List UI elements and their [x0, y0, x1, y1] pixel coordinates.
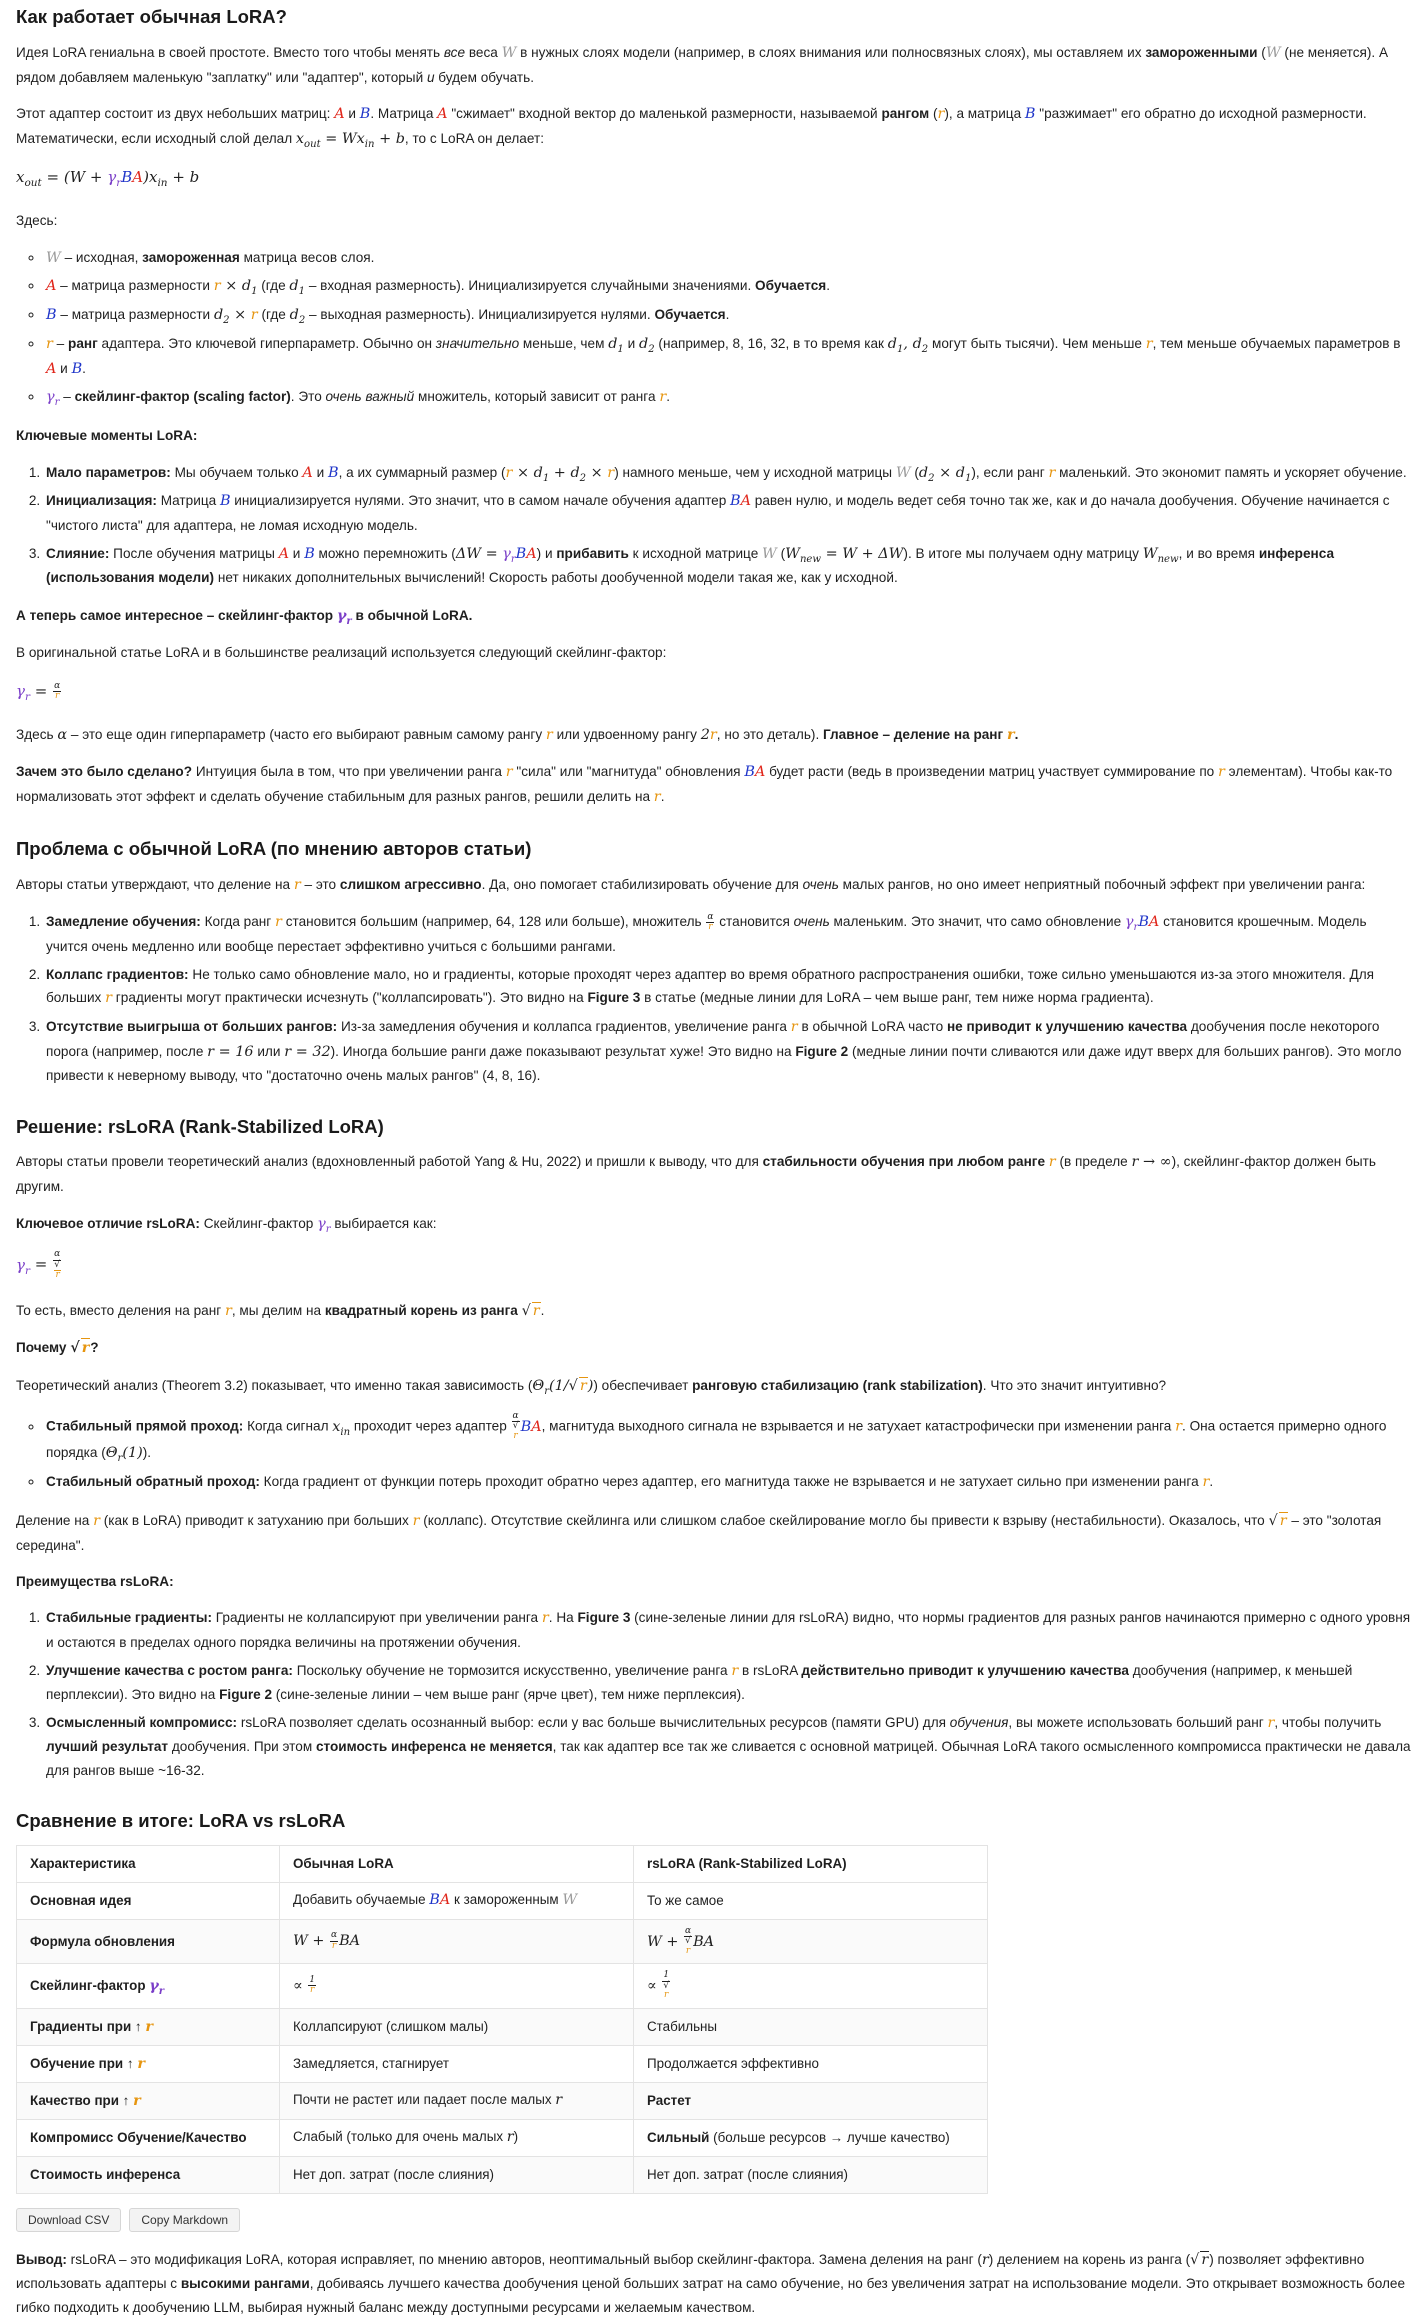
section-title-comparison: Сравнение в итоге: LoRA vs rsLoRA [16, 1810, 346, 1832]
table-cell: Формула обновления [17, 1919, 280, 1963]
advantages-heading: Преимущества rsLoRA: [16, 1573, 174, 1589]
table-row [17, 2082, 988, 2119]
key-points-list [16, 461, 1411, 590]
list-item: ◦ Стабильный обратный проход: Когда градиент от функции потерь проходит обратно через адаптер, его магнитуда также не взрывается и не затухает сильно при изменении ранга r. [44, 1470, 1411, 1495]
table-row [17, 2008, 988, 2045]
copy-markdown-button[interactable]: Copy Markdown [129, 2208, 240, 2232]
paragraph-problem: Авторы статьи утверждают, что деление на r – это слишком агрессивно. Да, оно помогает стабилизировать обучение для очень малых рангов, но оно имеет неприятный побочный эффект при увеличении ранга: [16, 876, 1366, 893]
paragraph-sqrt: То есть, вместо деления на ранг r, мы делим на квадратный корень из ранга √ r. [16, 1302, 545, 1319]
table-cell: Скейлинг-фактор $\gamma_r$ [17, 1964, 280, 2008]
paragraph-original: В оригинальной статье LoRA и в большинстве реализаций используется следующий скейлинг-фактор: [16, 645, 667, 661]
table-cell: Стоимость инференса [17, 2156, 280, 2193]
table-cell: Нет доп. затрат (после слияния) [634, 2156, 988, 2193]
paragraph-alpha: Здесь α – это еще один гиперпараметр (часто его выбирают равным самому рангу r или удвоенному рангу 2r, но это деталь). Главное – деление на ранг r. [16, 725, 1019, 743]
table-cell: Основная идея [17, 1882, 280, 1919]
table-cell: ∝ 1 √ r [634, 1964, 988, 2008]
list-item: 3. Слияние: После обучения матрицы A и B можно перемножить $(\Delta W = \gamma_rBA)$ и прибавить к исходной матрице W $(W_{new} = W + \Delta W)$. В итоге мы получаем одну матрицу $W_{new}$, и во время инференса (использования модели) нет никаких дополнительных вычислений! Скорость работы дообученной модели такая же, как у исходной. [44, 542, 1411, 590]
list-item: ◦ B – матрица размерности $d_2 \times r$ (где $d_2$ – выходная размерность). Инициализируется нулями. Обучается. [44, 303, 1411, 328]
variables-list [16, 246, 1411, 411]
list-item: ◦ A – матрица размерности $r \times d_1$ (где $d_1$ – входная размерность). Инициализируется случайными значениями. Обучается. [44, 274, 1411, 299]
download-csv-button[interactable]: Download CSV [16, 2208, 121, 2232]
comparison-table [16, 1845, 988, 2194]
table-cell: W + $\frac{\alpha}{r}$ BA [280, 1919, 634, 1963]
key-points-heading: Ключевые моменты LoRA: [16, 428, 198, 444]
paragraph-theorem: Теоретический анализ (Theorem 3.2) показывает, что именно такая зависимость ($\Theta_r(1/√$ r)) обеспечивает ранговую стабилизацию (rank stabilization). Что это значит интуитивно? [16, 1378, 1167, 1398]
table-cell: То же самое [634, 1882, 988, 1919]
why-sqrt-heading: Почему √ r? [16, 1339, 99, 1357]
table-row [17, 1919, 988, 1963]
paragraph-solution: Авторы статьи провели теоретический анализ (вдохновленный работой Yang & Hu, 2022) и пришли к выводу, что для стабильности обучения при любом ранге r (в пределе r → ∞), скейлинг-фактор должен быть другим. [16, 1154, 1376, 1195]
table-row [17, 2119, 988, 2156]
table-cell: Обучение при ↑ r [17, 2045, 280, 2082]
table-row [17, 1964, 988, 2008]
paragraph-golden-middle: Деление на r (как в LoRA) приводит к затуханию при больших r (коллапс). Отсутствие скейлинга или слишком слабое скейлирование могло бы привести к взрыву (нестабильности). Оказалось, что √ r – это "золотая середина". [16, 1512, 1382, 1553]
table-header-row [17, 1845, 988, 1882]
table-row [17, 2156, 988, 2193]
table-cell: Добавить обучаемые BA к замороженным W [280, 1882, 634, 1919]
section-title-solution: Решение: rsLoRA (Rank-Stabilized LoRA) [16, 1115, 384, 1137]
gamma-lora-formula: $\gamma_r$ = $\frac{\alpha}{r}$ [16, 680, 61, 703]
paragraph-why: Зачем это было сделано? Интуиция была в том, что при увеличении ранга r "сила" или "магнитуда" обновления BA будет расти (ведь в произведении матриц участвует суммирование по r элементам). Чтобы как-то нормализовать этот эффект и сделать обучение стабильным для разных рангов, решили делить на r. [16, 764, 1393, 806]
table-cell: Продолжается эффективно [634, 2045, 988, 2082]
table-cell: Сильный (больше ресурсов → лучше качество) [634, 2119, 988, 2156]
list-item: 2. Инициализация: Матрица B инициализируется нулями. Это значит, что в самом начале обучения адаптер BA равен нулю, и модель ведет себя точно так же, как и до начала дообучения. Обучение начинается с "чистого листа" для адаптера, не ломая исходную модель. [44, 489, 1411, 537]
label-here: Здесь: [16, 213, 58, 229]
list-item: 2. Коллапс градиентов: Не только само обновление мало, но и градиенты, которые проходят через адаптер во время обратного распространения ошибки, тоже сильно уменьшаются из-за этого множителя. Для больших r градиенты могут практически исчезнуть ("коллапсировать"). Это видно на Figure 3 в статье (медные линии для LoRA – чем выше ранг, тем ниже норма градиента). [44, 963, 1411, 1011]
advantages-list [16, 1606, 1411, 1782]
interesting-heading: А теперь самое интересное – скейлинг-фактор $\gamma_r$ в обычной LoRA. [16, 606, 473, 627]
table-actions [16, 2208, 1411, 2232]
table-cell: Почти не растет или падает после малых r [280, 2082, 634, 2119]
paragraph-adapter: Этот адаптер состоит из двух небольших матриц: A и B. Матрица A "сжимает" входной вектор до маленькой размерности, называемой рангом (r), а матрица B "разжимает" его обратно до исходной размерности. Математически, если исходный слой делал $x_{out} = Wx_{in} + b$, то с LoRA он делает: [16, 105, 1367, 150]
table-row [17, 2045, 988, 2082]
section-title-problem: Проблема с обычной LoRA (по мнению авторов статьи) [16, 837, 532, 859]
stability-list [16, 1412, 1411, 1495]
table-header-cell: Характеристика [17, 1845, 280, 1882]
table-cell: Качество при ↑ r [17, 2082, 280, 2119]
table-cell: Градиенты при ↑ r [17, 2008, 280, 2045]
table-cell: Коллапсируют (слишком малы) [280, 2008, 634, 2045]
list-item: 1. Мало параметров: Мы обучаем только A и B, а их суммарный размер $(r \times d_1 + d_2 \times r)$ намного меньше, чем у исходной матрицы W $(d_2 \times d_1)$, если ранг r маленький. Это экономит память и ускоряет обучение. [44, 461, 1411, 486]
list-item: 1. Стабильные градиенты: Градиенты не коллапсируют при увеличении ранга r. На Figure 3 (сине-зеленые линии для rsLoRA) видно, что нормы градиентов для разных рангов начинаются примерно с одного уровня и остаются в пределах одного порядка величины на протяжении обучения. [44, 1606, 1411, 1654]
table-cell: Замедляется, стагнирует [280, 2045, 634, 2082]
table-cell: Компромисс Обучение/Качество [17, 2119, 280, 2156]
table-header-cell: rsLoRA (Rank-Stabilized LoRA) [634, 1845, 988, 1882]
table-row [17, 1882, 988, 1919]
paragraph-conclusion: Вывод: rsLoRA – это модификация LoRA, которая исправляет, по мнению авторов, неоптимальный выбор скейлинг-фактора. Замена деления на ранг (r) делением на корень из ранга (√ r) позволяет эффективно использовать адаптеры с высокими рангами, добиваясь лучшего качества дообучения ценой больших затрат на само обучение, но без увеличения затрат на использование модели. Это открывает возможность более гибко подходить к дообучению LLM, выбирая нужный баланс между доступными ресурсами и желаемым качеством. [16, 2251, 1406, 2315]
list-item: ◦ W – исходная, замороженная матрица весов слоя. [44, 246, 1411, 271]
list-item: 2. Улучшение качества с ростом ранга: Поскольку обучение не тормозится искусственно, увеличение ранга r в rsLoRA действительно приводит к улучшению качества дообучения (например, к меньшей перплексии). Это видно на Figure 2 (сине-зеленые линии – чем выше ранг (ярче цвет), тем ниже перплексия). [44, 1659, 1411, 1707]
table-cell: Растет [634, 2082, 988, 2119]
table-cell: Стабильны [634, 2008, 988, 2045]
list-item: 3. Осмысленный компромисс: rsLoRA позволяет сделать осознанный выбор: если у вас больше вычислительных ресурсов (памяти GPU) для обучения, вы можете использовать больший ранг r, чтобы получить лучший результат дообучения. При этом стоимость инференса не меняется, так как адаптер все так же сливается с основной матрицей. Обычная LoRA такого осмысленного компромисса практически не давала для рангов выше ~16-32. [44, 1711, 1411, 1783]
list-item: ◦ Стабильный прямой проход: Когда сигнал $x_{in}$ проходит через адаптер α √ r BA, магнитуда выходного сигнала не взрывается и не затухает катастрофически при изменении ранга r. Она остается примерно одного порядка $(\Theta_r(1))$. [44, 1412, 1411, 1466]
paragraph-lora-idea: Идея LoRA гениальна в своей простоте. Вместо того чтобы менять все веса W в нужных слоях модели (например, в слоях внимания или полносвязных слоях), мы оставляем их замороженными (W (не меняется). А рядом добавляем маленькую "заплатку" или "адаптер", который и будем обучать. [16, 44, 1389, 85]
list-item: 3. Отсутствие выигрыша от больших рангов: Из-за замедления обучения и коллапса градиентов, увеличение ранга r в обычной LoRA часто не приводит к улучшению качества дообучения после некоторого порога (например, после r = 16 или r = 32). Иногда большие ранги даже показывают результат хуже! Это видно на Figure 2 (медные линии почти сливаются или даже идут вверх для больших рангов). Это могло привести к неверному выводу, что "достаточно очень малых рангов" (4, 8, 16). [44, 1015, 1411, 1088]
paragraph-key-difference: Ключевое отличие rsLoRA: Скейлинг-фактор $\gamma_r$ выбирается как: [16, 1215, 437, 1235]
section-title-lora: Как работает обычная LoRA? [16, 6, 287, 27]
list-item: ◦ $\gamma_r$ – скейлинг-фактор (scaling factor). Это очень важный множитель, который зависит от ранга r. [44, 385, 1411, 410]
lora-formula: $x_{out} = (W + \gamma_rBA)x_{in} + b$ [16, 168, 200, 190]
table-header-cell: Обычная LoRA [280, 1845, 634, 1882]
table-cell: Нет доп. затрат (после слияния) [280, 2156, 634, 2193]
problem-list [16, 910, 1411, 1087]
list-item: 1. Замедление обучения: Когда ранг r становится большим (например, 64, 128 или больше), множитель $\frac{\alpha}{r}$ становится очень маленьким. Это значит, что само обновление $\gamma_rBA$ становится крошечным. Модель учится очень медленно или вообще перестает эффективно учиться с большими рангами. [44, 910, 1411, 958]
list-item: ◦ r – ранг адаптера. Это ключевой гиперпараметр. Обычно он значительно меньше, чем $d_1$ и $d_2$ (например, 8, 16, 32, в то время как $d_1$, $d_2$ могут быть тысячи). Чем меньше r, тем меньше обучаемых параметров в A и B. [44, 332, 1411, 382]
table-cell: Слабый (только для очень малых r) [280, 2119, 634, 2156]
gamma-rslora-formula: $\gamma_r$ = α √ r [16, 1249, 61, 1281]
table-cell: W + α √ r BA [634, 1919, 988, 1963]
table-cell: ∝ $\frac{1}{r}$ [280, 1964, 634, 2008]
